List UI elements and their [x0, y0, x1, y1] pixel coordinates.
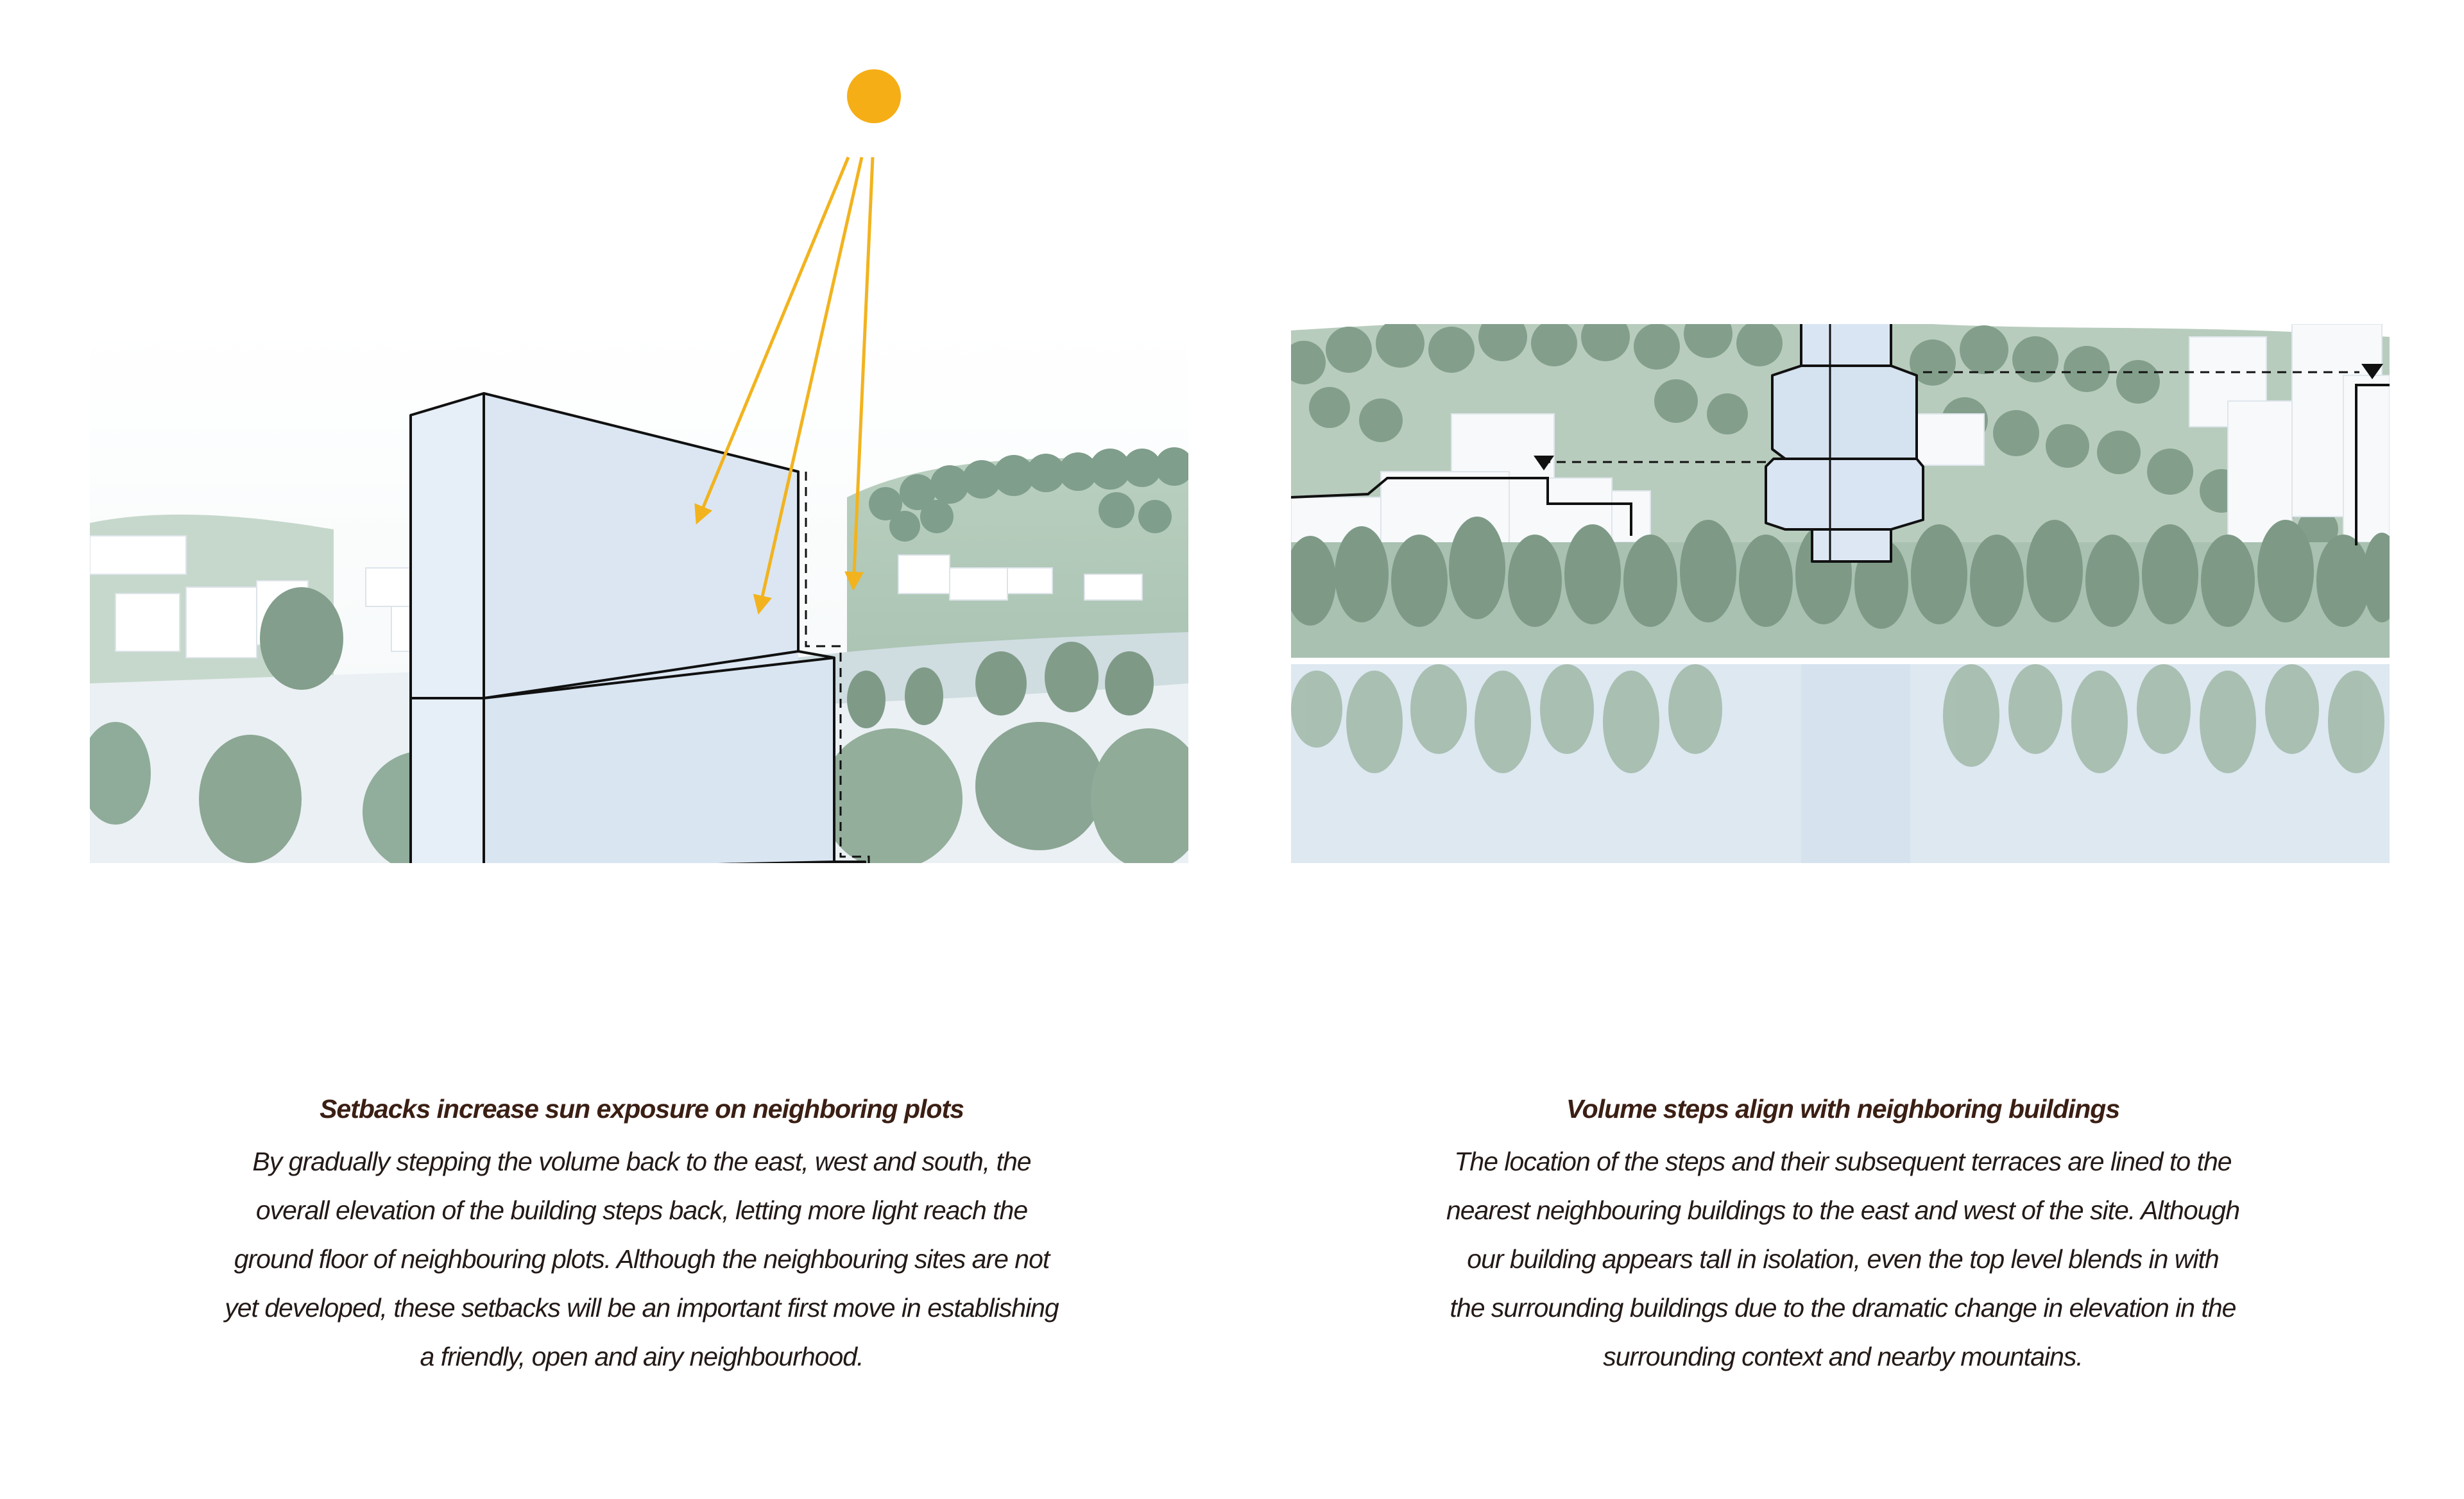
caption-body	[1342, 1137, 2343, 1381]
volume-alignment-illustration	[1291, 324, 2390, 863]
caption-line: overall elevation of the building steps back, letting more light reach the	[255, 1195, 1028, 1225]
caption-line: yet developed, these setbacks will be an important first move in establishing	[225, 1293, 1059, 1323]
caption-title: Setbacks increase sun exposure on neighboring plots	[320, 1094, 964, 1124]
caption-line: surrounding context and nearby mountains.	[1603, 1342, 2083, 1371]
caption-volume-alignment	[1342, 1094, 2343, 1381]
caption-line: our building appears tall in isolation, even the top level blends in with	[1467, 1244, 2219, 1274]
river-reflection	[1291, 664, 2390, 863]
caption-line: The location of the steps and their subsequent terraces are lined to the	[1454, 1147, 2232, 1176]
caption-line: By gradually stepping the volume back to the east, west and south, the	[252, 1147, 1031, 1176]
caption-line: a friendly, open and airy neighbourhood.	[420, 1342, 864, 1371]
caption-line: nearest neighbouring buildings to the east and west of the site. Although	[1446, 1195, 2240, 1225]
sun-exposure-illustration	[90, 324, 1188, 863]
caption-sun-exposure	[141, 1094, 1142, 1381]
caption-body	[141, 1137, 1142, 1381]
caption-line: the surrounding buildings due to the dramatic change in elevation in the	[1450, 1293, 2236, 1323]
caption-title: Volume steps align with neighboring buildings	[1566, 1094, 2120, 1124]
caption-line: ground floor of neighbouring plots. Although the neighbouring sites are not	[234, 1244, 1050, 1274]
sun-exposure-diagram	[90, 324, 1188, 863]
volume-alignment-diagram	[1291, 324, 2390, 863]
sun-icon	[847, 69, 901, 123]
